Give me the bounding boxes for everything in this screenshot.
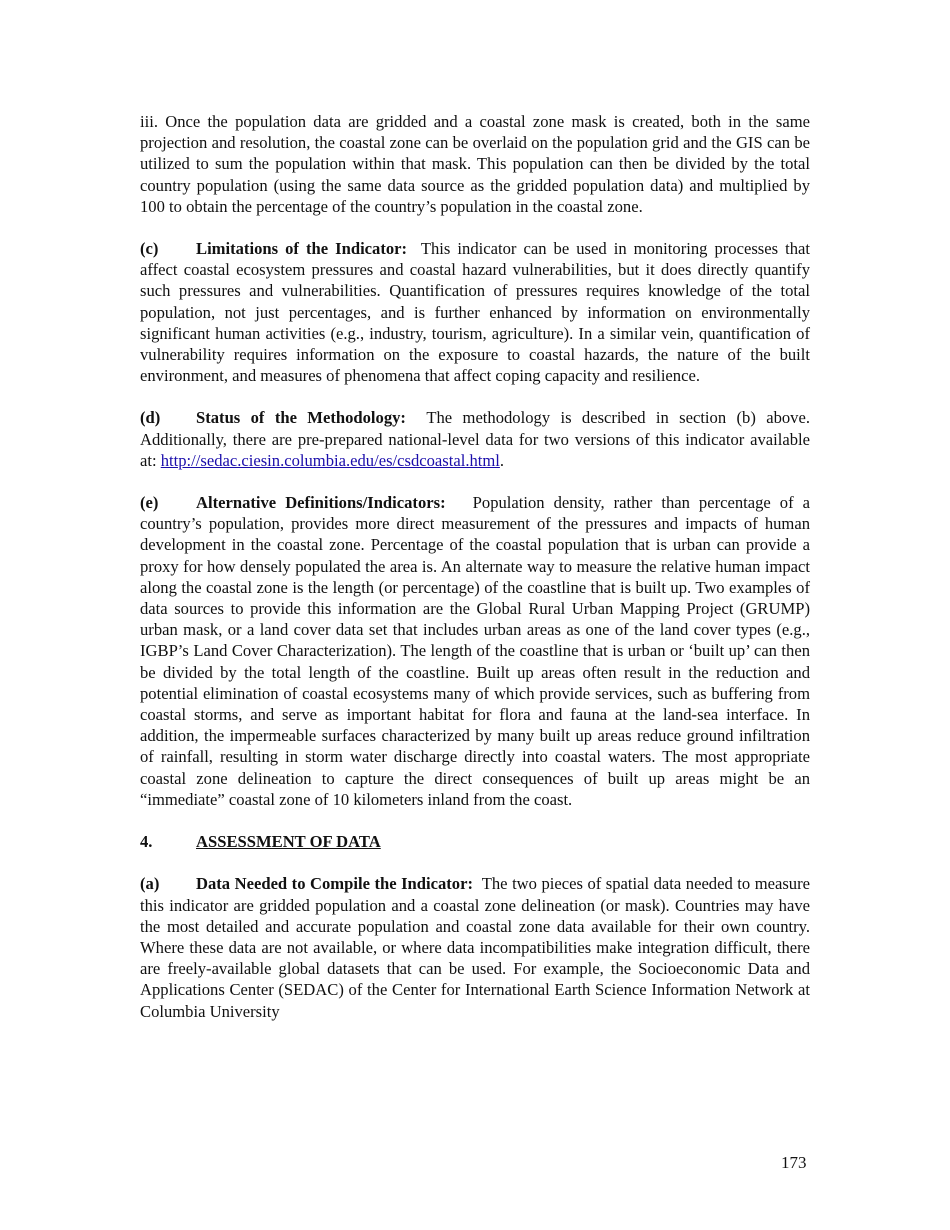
section-c-text: This indicator can be used in monitoring processes that affect coastal ecosystem pressures and coastal hazard vulnerabilities, but it does directly quantify such pressures and vulnerabilities. Quantification of pressures requires knowledge of the total population, not just percentages, and is further enhanced by information on environmentally significant human activities (e.g., industry, tourism, agriculture). In a similar vein, quantification of vulnerability requires information on the exposure to coastal hazards, the nature of the built environment, and measures of phenomena that affect coping capacity and resilience. xyxy=(140,239,811,386)
section-4-heading: ASSESSMENT OF DATA xyxy=(196,832,381,852)
page-number: 173 xyxy=(781,1153,807,1172)
section-d xyxy=(140,407,810,471)
document-page xyxy=(140,111,810,1022)
section-e xyxy=(140,492,810,810)
section-e-heading: Alternative Definitions/Indicators: xyxy=(196,493,446,513)
section-d-number: (d) xyxy=(140,408,161,428)
section-d-period: . xyxy=(499,450,505,470)
paragraph-iii: iii. Once the population data are gridded and a coastal zone mask is created, both in the same projection and resolution, the coastal zone can be overlaid on the population grid and the GIS can be utilized to sum the population within that mask. This population can then be divided by the total country population (using the same data source as the gridded population data) and multiplied by 100 to obtain the percentage of the country’s population in the coastal zone. xyxy=(140,112,810,216)
section-a-number: (a) xyxy=(140,874,160,894)
section-c-heading: Limitations of the Indicator: xyxy=(196,239,408,259)
section-d-text: The methodology is described in section (b) above. Additionally, there are pre-prepared national-level data for two versions of this indicator available at: xyxy=(140,408,810,470)
section-e-text: Population density, rather than percentage of a country’s population, provides more direct measurement of the pressures and impacts of human development in the coastal zone. Percentage of the coastal population that is urban can provide a proxy for how densely populated the area is. An alternate way to measure the relative human impact along the coastal zone is the length (or percentage) of the coastline that is built up. Two examples of data sources to provide this information are the Global Rural Urban Mapping Project (GRUMP) urban mask, or a land cover data set that includes urban areas as one of the land cover types (e.g., IGBP’s Land Cover Characterization). The length of the coastline that is urban or ‘built up’ can then be divided by the total length of the coastline. Built up areas often result in the reduction and potential elimination of coastal ecosystems many of which provide services, such as buffering from coastal storms, and serve as important habitat for flora and fauna at the land-sea interface. In addition, the impermeable surfaces characterized by many built up areas reduce ground infiltration of rainfall, resulting in storm water discharge directly into coastal waters. The most appropriate coastal zone delineation to capture the direct consequences of built up areas might be an “immediate” coastal zone of 10 kilometers inland from the coast. xyxy=(140,493,810,809)
section-4-title xyxy=(140,831,810,852)
section-c-number: (c) xyxy=(140,239,159,259)
section-a-heading: Data Needed to Compile the Indicator: xyxy=(196,874,473,894)
section-d-heading: Status of the Methodology: xyxy=(196,408,406,428)
section-e-number: (e) xyxy=(140,493,159,513)
section-c xyxy=(140,238,810,386)
section-a xyxy=(140,873,810,1021)
section-a-text: The two pieces of spatial data needed to measure this indicator are gridded population and a coastal zone delineation (or mask). Countries may have the most detailed and accurate population and coastal zone data available for their own country. Where these data are not available, or where data incompatibilities make integration difficult, there are freely-available global datasets that can be used. For example, the Socioeconomic Data and Applications Center (SEDAC) of the Center for International Earth Science Information Network at Columbia University xyxy=(140,874,810,1021)
section-4-number: 4. xyxy=(140,832,153,852)
sedac-link[interactable]: http://sedac.ciesin.columbia.edu/es/csdcoastal.html xyxy=(160,450,500,470)
